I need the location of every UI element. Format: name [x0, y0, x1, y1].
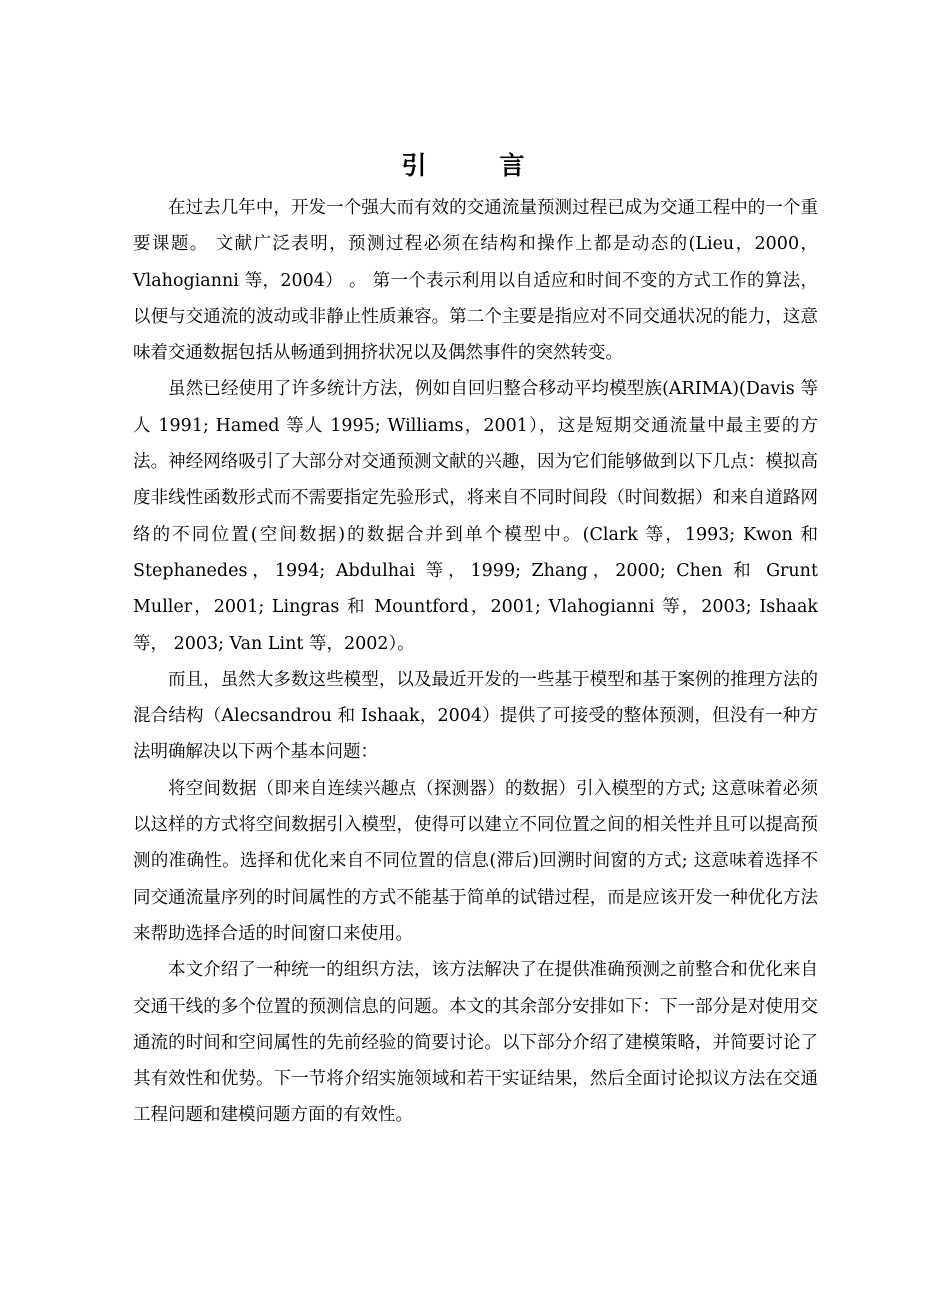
paragraph: 而且，虽然大多数这些模型，以及最近开发的一些基于模型和基于案例的推理方法的混合结构（Alecsandrou 和 Ishaak，2004）提供了可接受的整体预测，但没有一种方法明确解决以下两个基本问题：: [133, 669, 818, 763]
body-text: [133, 190, 818, 1134]
paragraph: 在过去几年中，开发一个强大而有效的交通流量预测过程已成为交通工程中的一个重要课题。 文献广泛表明，预测过程必须在结构和操作上都是动态的(Lieu，2000，Vlahogianni 等，2004） 。 第一个表示利用以自适应和时间不变的方式工作的算法，以便与交通流的波动或非静止性质兼容。第二个主要是指应对不同交通状况的能力，这意味着交通数据包括从畅通到拥挤状况以及偶然事件的突然转变。: [133, 198, 818, 364]
paragraph: 本文介绍了一种统一的组织方法，该方法解决了在提供准确预测之前整合和优化来自交通干线的多个位置的预测信息的问题。本文的其余部分安排如下：下一部分是对使用交通流的时间和空间属性的先前经验的简要讨论。以下部分介绍了建模策略，并简要讨论了其有效性和优势。下一节将介绍实施领域和若干实证结果，然后全面讨论拟议方法在交通工程问题和建模问题方面的有效性。: [133, 960, 818, 1126]
paragraph: 虽然已经使用了许多统计方法，例如自回归整合移动平均模型族(ARIMA)(Davis 等人 1991; Hamed 等人 1995; Williams，2001），这是短期交通流量中最主要的方法。神经网络吸引了大部分对交通预测文献的兴趣，因为它们能够做到以下几点：模拟高度非线性函数形式而不需要指定先验形式，将来自不同时间段（时间数据）和来自道路网络的不同位置(空间数据)的数据合并到单个模型中。(Clark 等，1993; Kwon 和 Stephanedes，1994; Abdulhai 等，1999; Zhang，2000; Chen 和 Grunt Muller，2001; Lingras 和 Mountford，2001; Vlahogianni 等，2003; Ishaak 等， 2003; Van Lint 等，2002）。: [133, 379, 818, 654]
section-title: 引 言: [401, 151, 549, 180]
paragraph: 将空间数据（即来自连续兴趣点（探测器）的数据）引入模型的方式; 这意味着必须以这样的方式将空间数据引入模型，使得可以建立不同位置之间的相关性并且可以提高预测的准确性。选择和优化来自不同位置的信息(滞后)回溯时间窗的方式; 这意味着选择不同交通流量序列的时间属性的方式不能基于简单的试错过程，而是应该开发一种优化方法来帮助选择合适的时间窗口来使用。: [133, 778, 818, 944]
